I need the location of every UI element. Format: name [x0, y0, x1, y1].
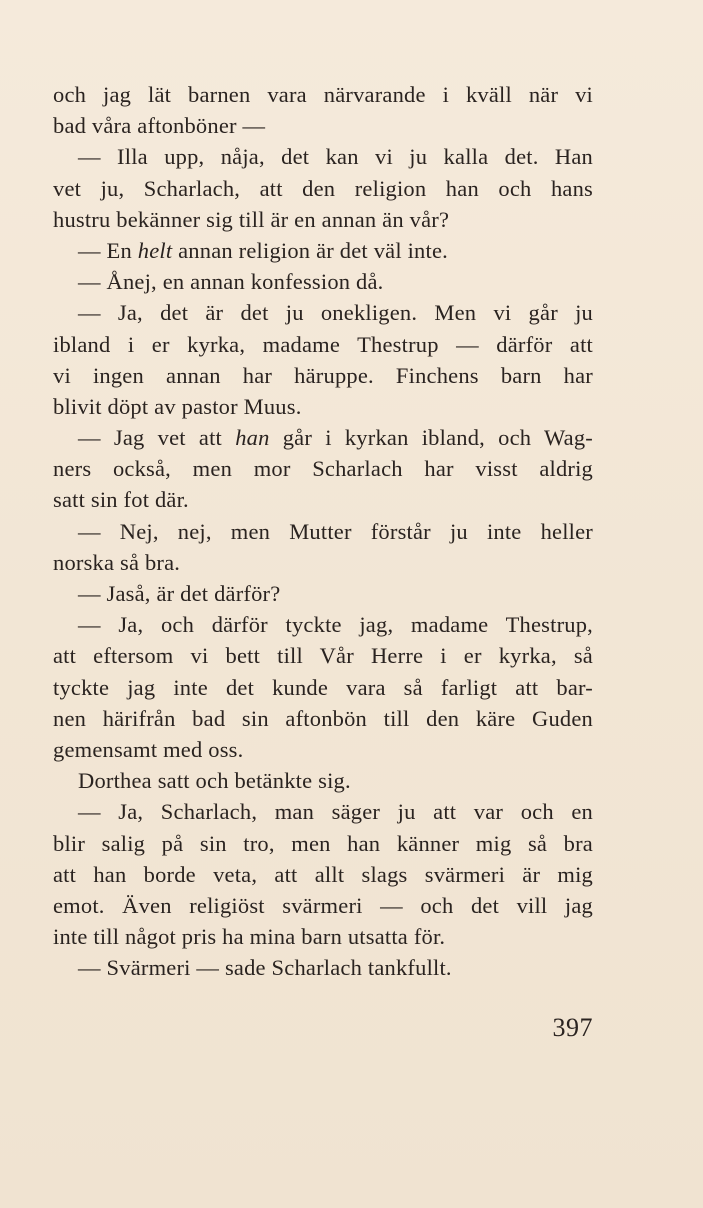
text-segment: hustru bekänner sig till är en annan än vår? [53, 206, 450, 232]
body-text [53, 79, 593, 983]
text-line [53, 266, 593, 297]
text-line [53, 141, 593, 172]
text-line [53, 921, 593, 952]
text-line [53, 640, 593, 671]
text-line [53, 734, 593, 765]
text-line [53, 204, 593, 235]
text-segment: emot. Även religiöst svärmeri — och det vill jag [53, 892, 593, 918]
text-segment: gemensamt med oss. [53, 736, 244, 762]
text-line [53, 453, 593, 484]
text-line [53, 391, 593, 422]
text-line [53, 828, 593, 859]
text-segment: — Jaså, är det därför? [78, 581, 281, 606]
text-segment: vet ju, Scharlach, att den religion han och hans [53, 175, 593, 201]
text-line [53, 578, 593, 609]
text-line [53, 110, 593, 141]
text-segment: bad våra aftonböner — [53, 113, 266, 139]
text-line [53, 703, 593, 734]
text-segment: — Illa upp, nåja, det kan vi ju kalla det. Han [78, 144, 593, 170]
text-segment: tyckte jag inte det kunde vara så farligt att bar- [53, 674, 593, 700]
text-segment: ibland i er kyrka, madame Thestrup — därför att [53, 331, 593, 357]
text-line [53, 360, 593, 391]
text-segment: satt sin fot där. [53, 487, 189, 513]
text-segment: går i kyrkan ibland, och Wag- [269, 425, 593, 451]
text-segment: nen härifrån bad sin aftonbön till den käre Guden [53, 705, 593, 731]
text-segment: Dorthea satt och betänkte sig. [78, 768, 351, 794]
text-segment: ners också, men mor Scharlach har visst aldrig [53, 456, 593, 482]
text-segment: — Jag vet att [78, 425, 236, 451]
text-line [53, 890, 593, 921]
text-line [53, 765, 593, 796]
emphasis-text: han [235, 425, 270, 451]
text-line [53, 672, 593, 703]
text-segment: vi ingen annan har häruppe. Finchens barn har [53, 362, 593, 388]
text-segment: norska så bra. [53, 549, 181, 575]
text-segment: att eftersom vi bett till Vår Herre i er kyrka, så [53, 643, 593, 669]
text-line [53, 79, 593, 110]
page-number: 397 [552, 1013, 593, 1042]
text-segment: — Nej, nej, men Mutter förstår ju inte heller [78, 518, 593, 544]
text-line [53, 516, 593, 547]
text-line [53, 484, 593, 515]
text-line [53, 859, 593, 890]
text-line [53, 329, 593, 360]
text-segment: att han borde veta, att allt slags svärmeri är mig [53, 861, 593, 887]
text-line [53, 297, 593, 328]
text-segment: — En [78, 237, 138, 263]
text-segment: — Ja, Scharlach, man säger ju att var och en [78, 799, 593, 825]
text-segment: — Ja, och därför tyckte jag, madame Thestrup, [78, 612, 593, 638]
text-segment: — Ja, det är det ju onekligen. Men vi går ju [78, 300, 593, 326]
text-line [53, 173, 593, 204]
text-segment: och jag lät barnen vara närvarande i kväll när vi [53, 82, 593, 107]
text-line [53, 422, 593, 453]
text-line [53, 952, 593, 983]
text-segment: blivit döpt av pastor Muus. [53, 393, 302, 419]
text-line [53, 547, 593, 578]
text-segment: — Svärmeri — sade Scharlach tankfullt. [78, 955, 452, 981]
text-line [53, 609, 593, 640]
text-segment: blir salig på sin tro, men han känner mig så bra [53, 830, 593, 856]
text-line [53, 796, 593, 827]
text-segment: inte till något pris ha mina barn utsatta för. [53, 924, 446, 950]
text-segment: annan religion är det väl inte. [172, 237, 448, 263]
emphasis-text: helt [137, 237, 173, 263]
text-segment: — Ånej, en annan konfession då. [78, 269, 384, 295]
text-line [53, 235, 593, 266]
